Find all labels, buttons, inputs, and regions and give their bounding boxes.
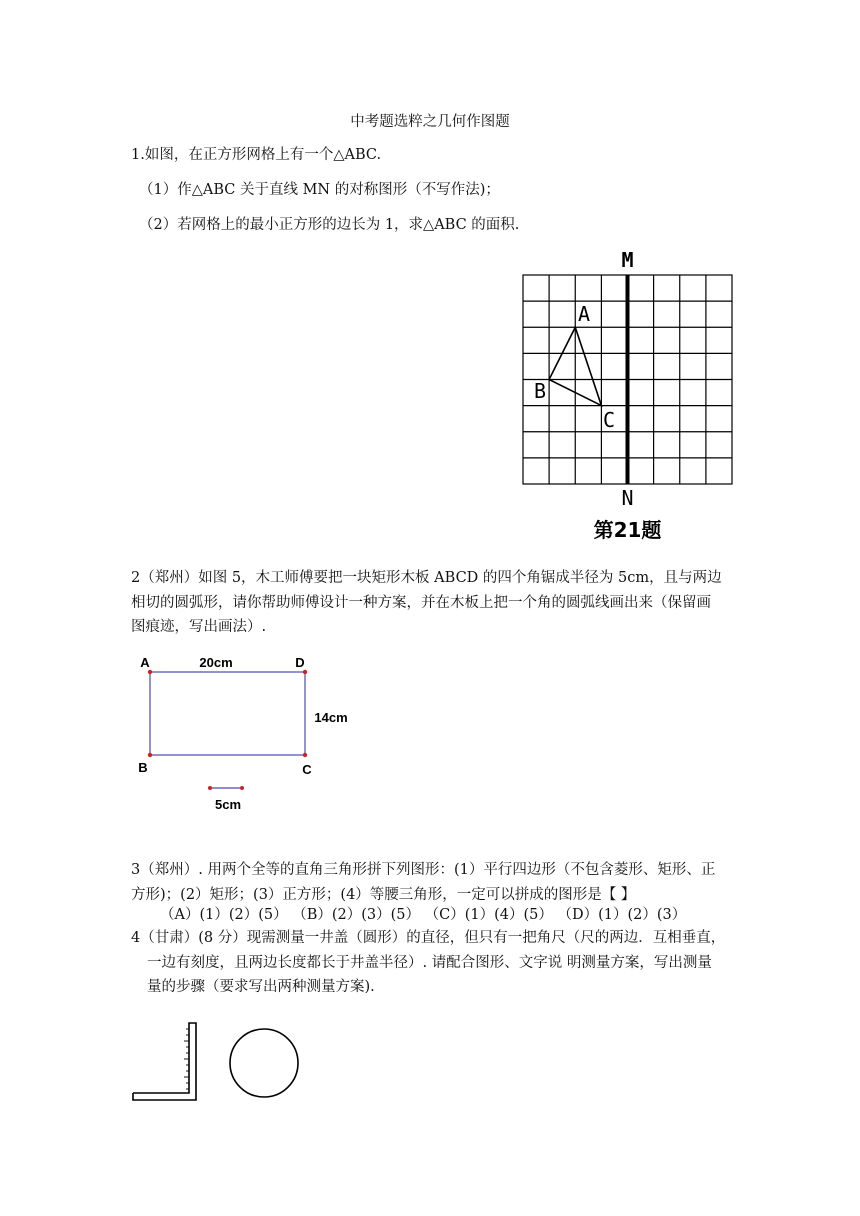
label-m: M bbox=[621, 248, 634, 272]
rectangle-abcd bbox=[150, 672, 305, 755]
rect-label-b: B bbox=[138, 760, 148, 775]
q1-grid-figure bbox=[515, 245, 740, 550]
rect-label-c: C bbox=[302, 762, 312, 777]
q2-line3: 图痕迹，写出画法）. bbox=[131, 619, 267, 635]
q4-line3: 量的步骤（要求写出两种测量方案). bbox=[147, 979, 375, 995]
point-a bbox=[148, 670, 152, 674]
q2-line2: 相切的圆弧形，请你帮助师傅设计一种方案，并在木板上把一个角的圆弧线画出来（保留画 bbox=[131, 595, 711, 611]
q1-part2: （2）若网格上的最小正方形的边长为 1，求△ABC 的面积. bbox=[139, 217, 520, 233]
q4-line2: 一边有刻度，且两边长度都长于井盖半径）. 请配合图形、文字说 明测量方案，写出测量 bbox=[147, 955, 712, 971]
rect-label-a: A bbox=[140, 655, 150, 670]
q4-square-and-circle-figure bbox=[125, 1015, 315, 1110]
q1-stem: 1.如图，在正方形网格上有一个△ABC. bbox=[131, 147, 382, 163]
label-b: B bbox=[533, 379, 547, 403]
rect-label-d: D bbox=[295, 655, 305, 670]
page-title: 中考题选粹之几何作图题 bbox=[350, 114, 510, 130]
point-c bbox=[303, 753, 307, 757]
q2-rectangle-figure bbox=[130, 650, 370, 820]
point-d bbox=[303, 670, 307, 674]
width-label: 20cm bbox=[199, 655, 233, 670]
radius-end-left bbox=[208, 786, 212, 790]
q3-line2: 方形)；(2）矩形；(3）正方形；(4）等腰三角形，一定可以拼成的图形是【 】 bbox=[131, 887, 636, 903]
figure-caption: 第21题 bbox=[593, 518, 662, 542]
q4-line1: 4（甘肃）(8 分）现需测量一井盖（圆形）的直径，但只有一把角尺（尺的两边．互相垂直， bbox=[131, 930, 726, 946]
q3-line1: 3（郑州）. 用两个全等的直角三角形拼下列图形：(1）平行四边形（不包含菱形、矩形、正 bbox=[131, 862, 716, 878]
q2-line1: 2（郑州）如图 5，木工师傅要把一块矩形木板 ABCD 的四个角锯成半径为 5cm，且与两边 bbox=[131, 570, 722, 586]
well-cover-circle bbox=[230, 1029, 298, 1097]
label-n: N bbox=[621, 486, 634, 510]
q3-options: （A）(1）(2）(5） （B）(2）(3）(5） （C）(1）(4）(5） （D）(1）(2）(3） bbox=[160, 907, 687, 923]
q1-part1: （1）作△ABC 关于直线 MN 的对称图形（不写作法)； bbox=[139, 182, 500, 198]
radius-end-right bbox=[240, 786, 244, 790]
point-b bbox=[148, 753, 152, 757]
label-a: A bbox=[577, 302, 591, 326]
height-label: 14cm bbox=[314, 710, 348, 725]
label-c: C bbox=[602, 408, 616, 432]
radius-label: 5cm bbox=[214, 797, 242, 812]
